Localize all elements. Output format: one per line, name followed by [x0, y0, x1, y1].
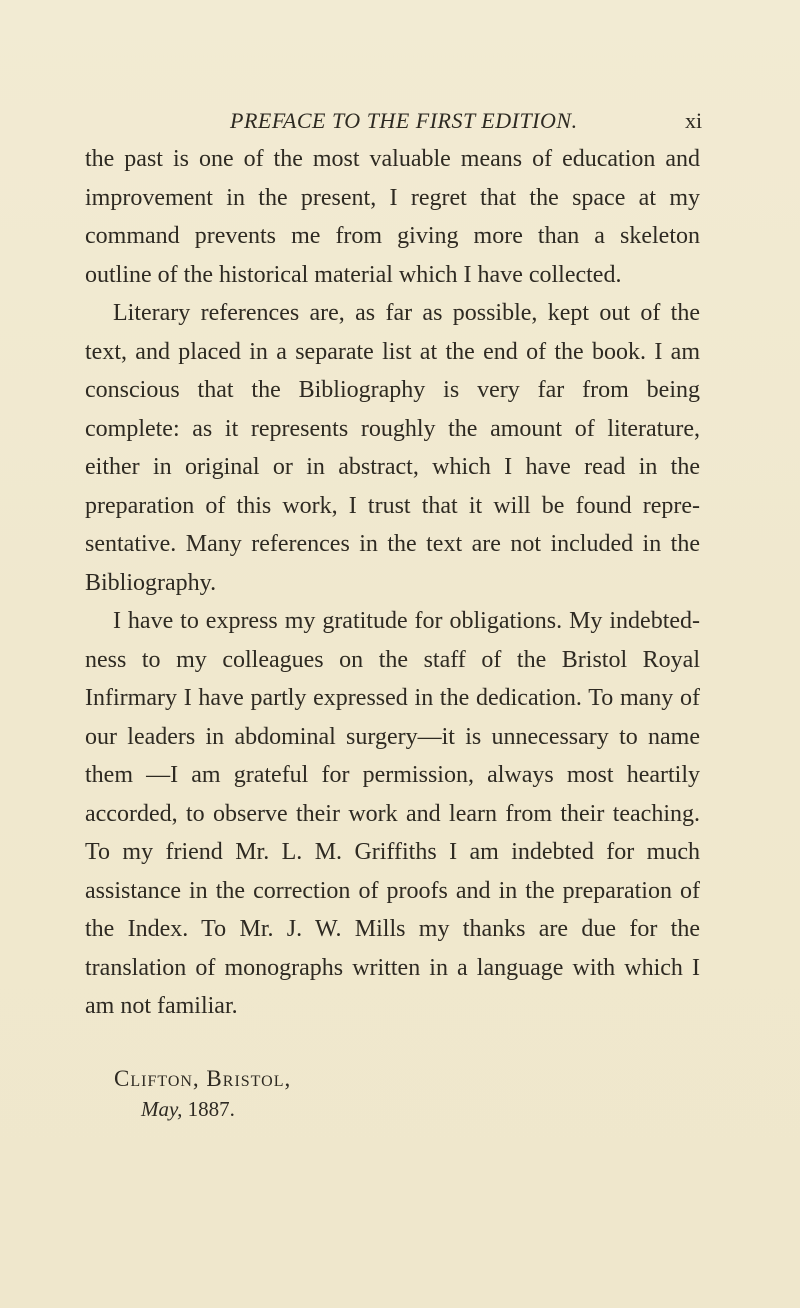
- signature-year: 1887.: [187, 1097, 235, 1121]
- paragraph-acknowledgements: I have to express my gratitude for obligations. My indebted-ness to my colleagues on the staff of the Bristol Royal Infirmary I have partly expressed in the dedication. To many of our leaders in abdominal surgery—it is unnecessary to name them —I am grateful for permission, always most heartily accorded, to observe their work and learn from their teaching. To my friend Mr. L. M. Griffiths I am indebted for much assistance in the correction of proofs and in the preparation of the Index. To Mr. J. W. Mills my thanks are due for the translation of monographs written in a language with which I am not familiar.: [85, 608, 700, 1019]
- running-title: PREFACE TO THE FIRST EDITION.: [230, 108, 578, 133]
- paragraph-continued: the past is one of the most valuable means of education and improvement in the present, I regret that the space at my command prevents me from giving more than a skeleton outline of the historical material which I have collected.: [85, 146, 700, 288]
- paragraph-literary-references: Literary references are, as far as possible, kept out of the text, and placed in a separate list at the end of the book. I am conscious that the Bibliography is very far from being complete: as it represents roughly the amount of literature, either in original or in abstract, which I have read in the preparation of this work, I trust that it will be found repre-sentative. Many references in the text are not included in the Bibliography.: [85, 300, 700, 596]
- signature-month: May,: [141, 1097, 183, 1121]
- signature-block: [114, 1064, 291, 1124]
- signature-date: [114, 1094, 291, 1124]
- body-text: [85, 140, 700, 1026]
- page-number: xi: [685, 108, 703, 133]
- running-head: [0, 108, 800, 138]
- signature-place: Clifton, Bristol,: [114, 1066, 292, 1091]
